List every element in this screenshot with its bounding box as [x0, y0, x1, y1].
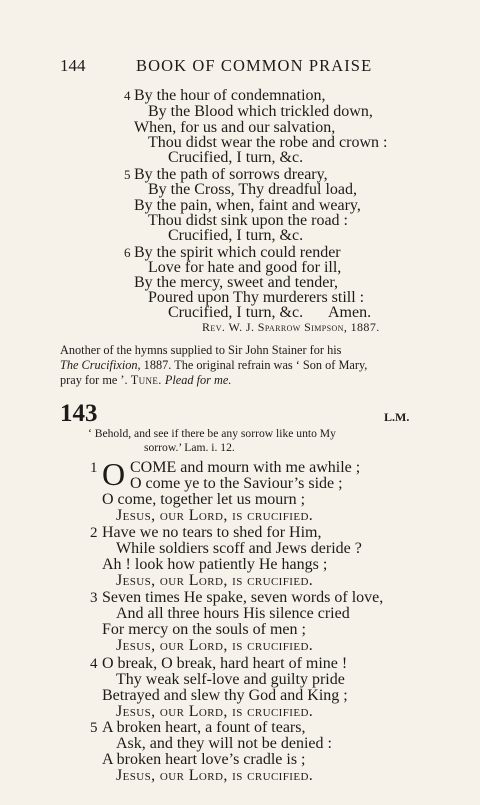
work-title: The Crucifixion, — [60, 358, 141, 372]
verse-line: Crucified, I turn, &c. — [168, 304, 304, 321]
verse-line: Poured upon Thy murderers still : — [148, 289, 365, 306]
verse-number: 1 — [90, 460, 98, 476]
refrain-line: Jesus, our Lord, is crucified. — [116, 703, 314, 720]
note-text: pray for me ’. — [60, 373, 131, 387]
verse-line: Love for hate and good for ill, — [148, 259, 342, 276]
verse-line: By the path of sorrows dreary, — [134, 166, 328, 183]
amen: Amen. — [328, 304, 372, 321]
tune-name: Plead for me. — [164, 373, 232, 387]
page-number: 144 — [60, 56, 86, 75]
verse-line: When, for us and our salvation, — [134, 119, 336, 136]
verse-line: O come, together let us mourn ; — [102, 491, 306, 508]
verse-number: 4 — [90, 656, 98, 672]
verse-line: By the spirit which could render — [134, 244, 341, 261]
refrain-line: Jesus, our Lord, is crucified. — [116, 507, 314, 524]
note-text: 1887. The original refrain was ‘ Son of Mary, — [140, 358, 368, 372]
refrain-line: Jesus, our Lord, is crucified. — [116, 572, 314, 589]
note-line — [60, 373, 420, 388]
verse-line: O break, O break, hard heart of mine ! — [102, 655, 348, 672]
running-title: BOOK OF COMMON PRAISE — [136, 56, 373, 75]
verse-number: 3 — [90, 590, 98, 606]
verse-line: For mercy on the souls of men ; — [102, 621, 306, 638]
verse-line: Crucified, I turn, &c. — [168, 227, 304, 244]
refrain-line: Jesus, our Lord, is crucified. — [116, 637, 314, 654]
drop-cap: O — [102, 456, 126, 492]
verse-line: Seven times He spake, seven words of love, — [102, 589, 384, 606]
verse-line: Ask, and they will not be denied : — [116, 735, 332, 752]
hymn-number: 143 — [60, 400, 98, 427]
epigraph-line: ‘ Behold, and see if there be any sorrow like unto My — [88, 427, 336, 440]
verse-line: And all three hours His silence cried — [116, 605, 350, 622]
note-line — [60, 358, 420, 373]
verse-line: COME and mourn with me awhile ; — [130, 459, 361, 476]
note-line: Another of the hymns supplied to Sir John Stainer for his — [60, 343, 342, 357]
verse-line: Crucified, I turn, &c. — [168, 149, 304, 166]
verse-line: By the pain, when, faint and weary, — [134, 197, 361, 214]
verse-line: By the hour of condemnation, — [134, 87, 326, 104]
epigraph-line: sorrow.’ Lam. i. 12. — [144, 441, 235, 454]
epigraph — [88, 427, 336, 455]
verse-line: By the mercy, sweet and tender, — [134, 274, 339, 291]
verse-number: 6 — [124, 245, 131, 260]
verse-line: By the Blood which trickled down, — [148, 103, 373, 120]
hymn-meter: L.M. — [384, 410, 410, 424]
verse-number: 5 — [90, 720, 98, 736]
verse-line: Have we no tears to shed for Him, — [102, 524, 322, 541]
verse-line: Ah ! look how patiently He hangs ; — [102, 556, 328, 573]
tune-label: Tune. — [130, 373, 162, 387]
verse-line: Thou didst sink upon the road : — [148, 212, 348, 229]
verse-line: Thou didst wear the robe and crown : — [148, 134, 388, 151]
verse-line: Betrayed and slew thy God and King ; — [102, 687, 348, 704]
verse-number: 2 — [90, 525, 98, 541]
verse-line: Thy weak self-love and guilty pride — [116, 671, 345, 688]
verse-line: By the Cross, Thy dreadful load, — [148, 181, 358, 198]
hymn-note — [60, 343, 420, 388]
page-header — [60, 56, 390, 78]
verse-line: O come ye to the Saviour’s side ; — [130, 475, 343, 492]
verse-number: 4 — [124, 88, 131, 103]
verse-line: A broken heart, a fount of tears, — [102, 719, 306, 736]
verse-line: While soldiers scoff and Jews deride ? — [116, 540, 362, 557]
refrain-line: Jesus, our Lord, is crucified. — [116, 767, 314, 784]
author-attribution: Rev. W. J. Sparrow Simpson, 1887. — [202, 320, 380, 334]
verse-number: 5 — [124, 167, 131, 182]
verse-line: A broken heart love’s cradle is ; — [102, 751, 306, 768]
